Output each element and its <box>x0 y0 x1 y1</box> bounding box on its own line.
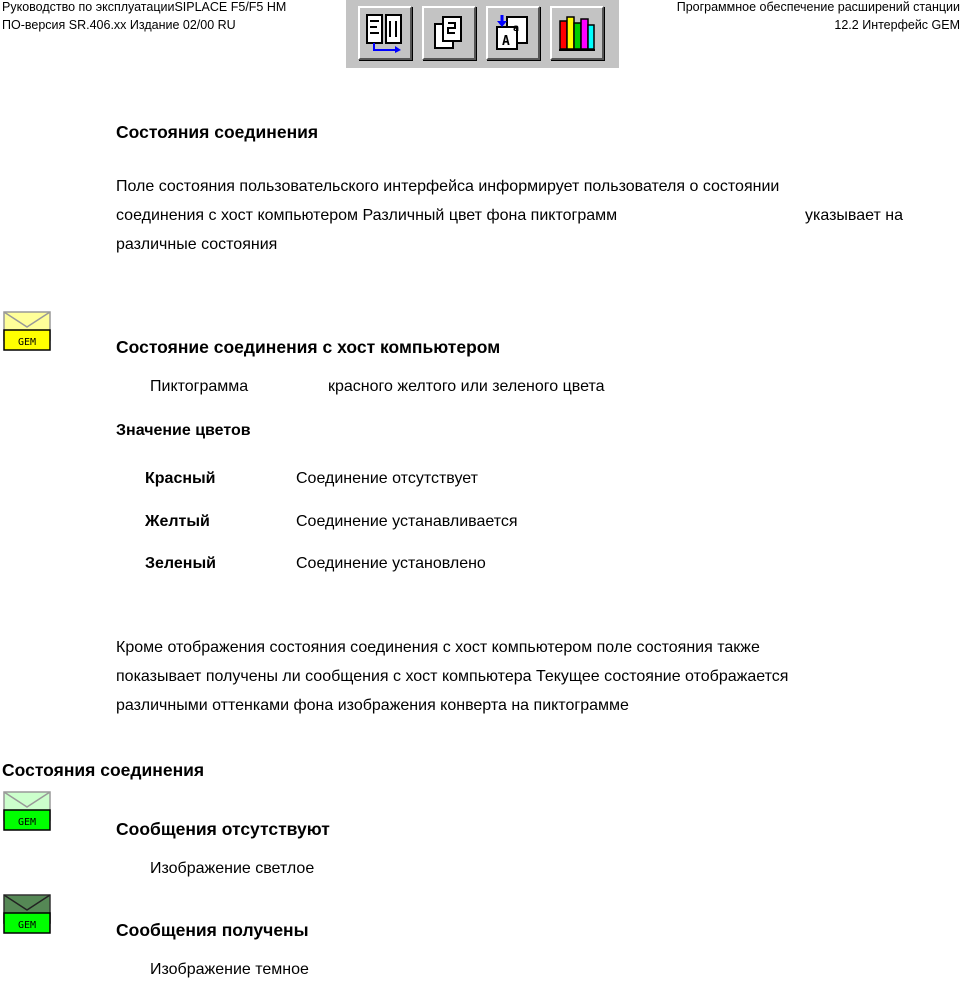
gem-label-light: GEM <box>17 817 37 828</box>
intro-paragraph-line1: Поле состояния пользовательского интерфейса информирует пользователя о состоянии <box>116 178 780 195</box>
color-name-yellow: Желтый <box>145 513 210 530</box>
search-text-icon <box>493 13 533 53</box>
books-button[interactable] <box>550 6 604 60</box>
color-desc-green: Соединение установлено <box>296 555 486 572</box>
pages-button[interactable] <box>422 6 476 60</box>
icon-description-colors: красного желтого или зеленого цвета <box>328 378 605 395</box>
header-section: 12.2 Интерфейс GEM <box>834 18 960 32</box>
gem-label: GEM <box>17 337 37 348</box>
messages-paragraph-line1: Кроме отображения состояния соединения с хост компьютером поле состояния также <box>116 639 760 656</box>
header-manual-title: Руководство по эксплуатацииSIPLACE F5/F5 HM <box>2 0 287 14</box>
item-desc-dark: Изображение темное <box>150 961 309 978</box>
intro-paragraph-line2b: указывает на <box>805 207 903 224</box>
svg-text:a: a <box>513 23 520 34</box>
search-text-button[interactable] <box>486 6 540 60</box>
pages-icon <box>429 13 469 53</box>
books-icon <box>557 13 597 53</box>
intro-paragraph-line3: различные состояния <box>116 236 278 253</box>
colors-meaning-heading: Значение цветов <box>116 422 251 439</box>
color-name-green: Зеленый <box>145 555 216 572</box>
header-version: ПО-версия SR.406.xx Издание 02/00 RU <box>2 18 236 32</box>
navigation-toolbar <box>346 0 619 68</box>
header-chapter-title: Программное обеспечение расширений станции <box>676 0 960 14</box>
gem-envelope-yellow-icon <box>2 310 52 352</box>
color-desc-red: Соединение отсутствует <box>296 470 478 487</box>
item-title-no-messages: Сообщения отсутствуют <box>116 819 330 839</box>
svg-text:A: A <box>502 34 510 49</box>
item-title-messages-received: Сообщения получены <box>116 920 309 940</box>
color-name-red: Красный <box>145 470 216 487</box>
sections-icon <box>365 13 405 53</box>
intro-paragraph-line2a: соединения с хост компьютером Различный цвет фона пиктограмм <box>116 207 618 224</box>
gem-envelope-dark-icon <box>2 893 52 935</box>
section-title-connection-states: Состояния соединения <box>116 122 319 142</box>
messages-paragraph-line3: различными оттенками фона изображения конверта на пиктограмме <box>116 697 629 714</box>
section-title-connection-states-2: Состояния соединения <box>2 760 205 780</box>
gem-label-dark: GEM <box>17 920 37 931</box>
sections-button[interactable] <box>358 6 412 60</box>
icon-description-start: Пиктограмма <box>150 378 249 395</box>
gem-envelope-light-icon <box>2 790 52 832</box>
color-desc-yellow: Соединение устанавливается <box>296 513 518 530</box>
item-desc-light: Изображение светлое <box>150 860 315 877</box>
section-title-host-connection: Состояние соединения с хост компьютером <box>116 337 501 357</box>
messages-paragraph-line2: показывает получены ли сообщения с хост компьютера Текущее состояние отображается <box>116 668 789 685</box>
